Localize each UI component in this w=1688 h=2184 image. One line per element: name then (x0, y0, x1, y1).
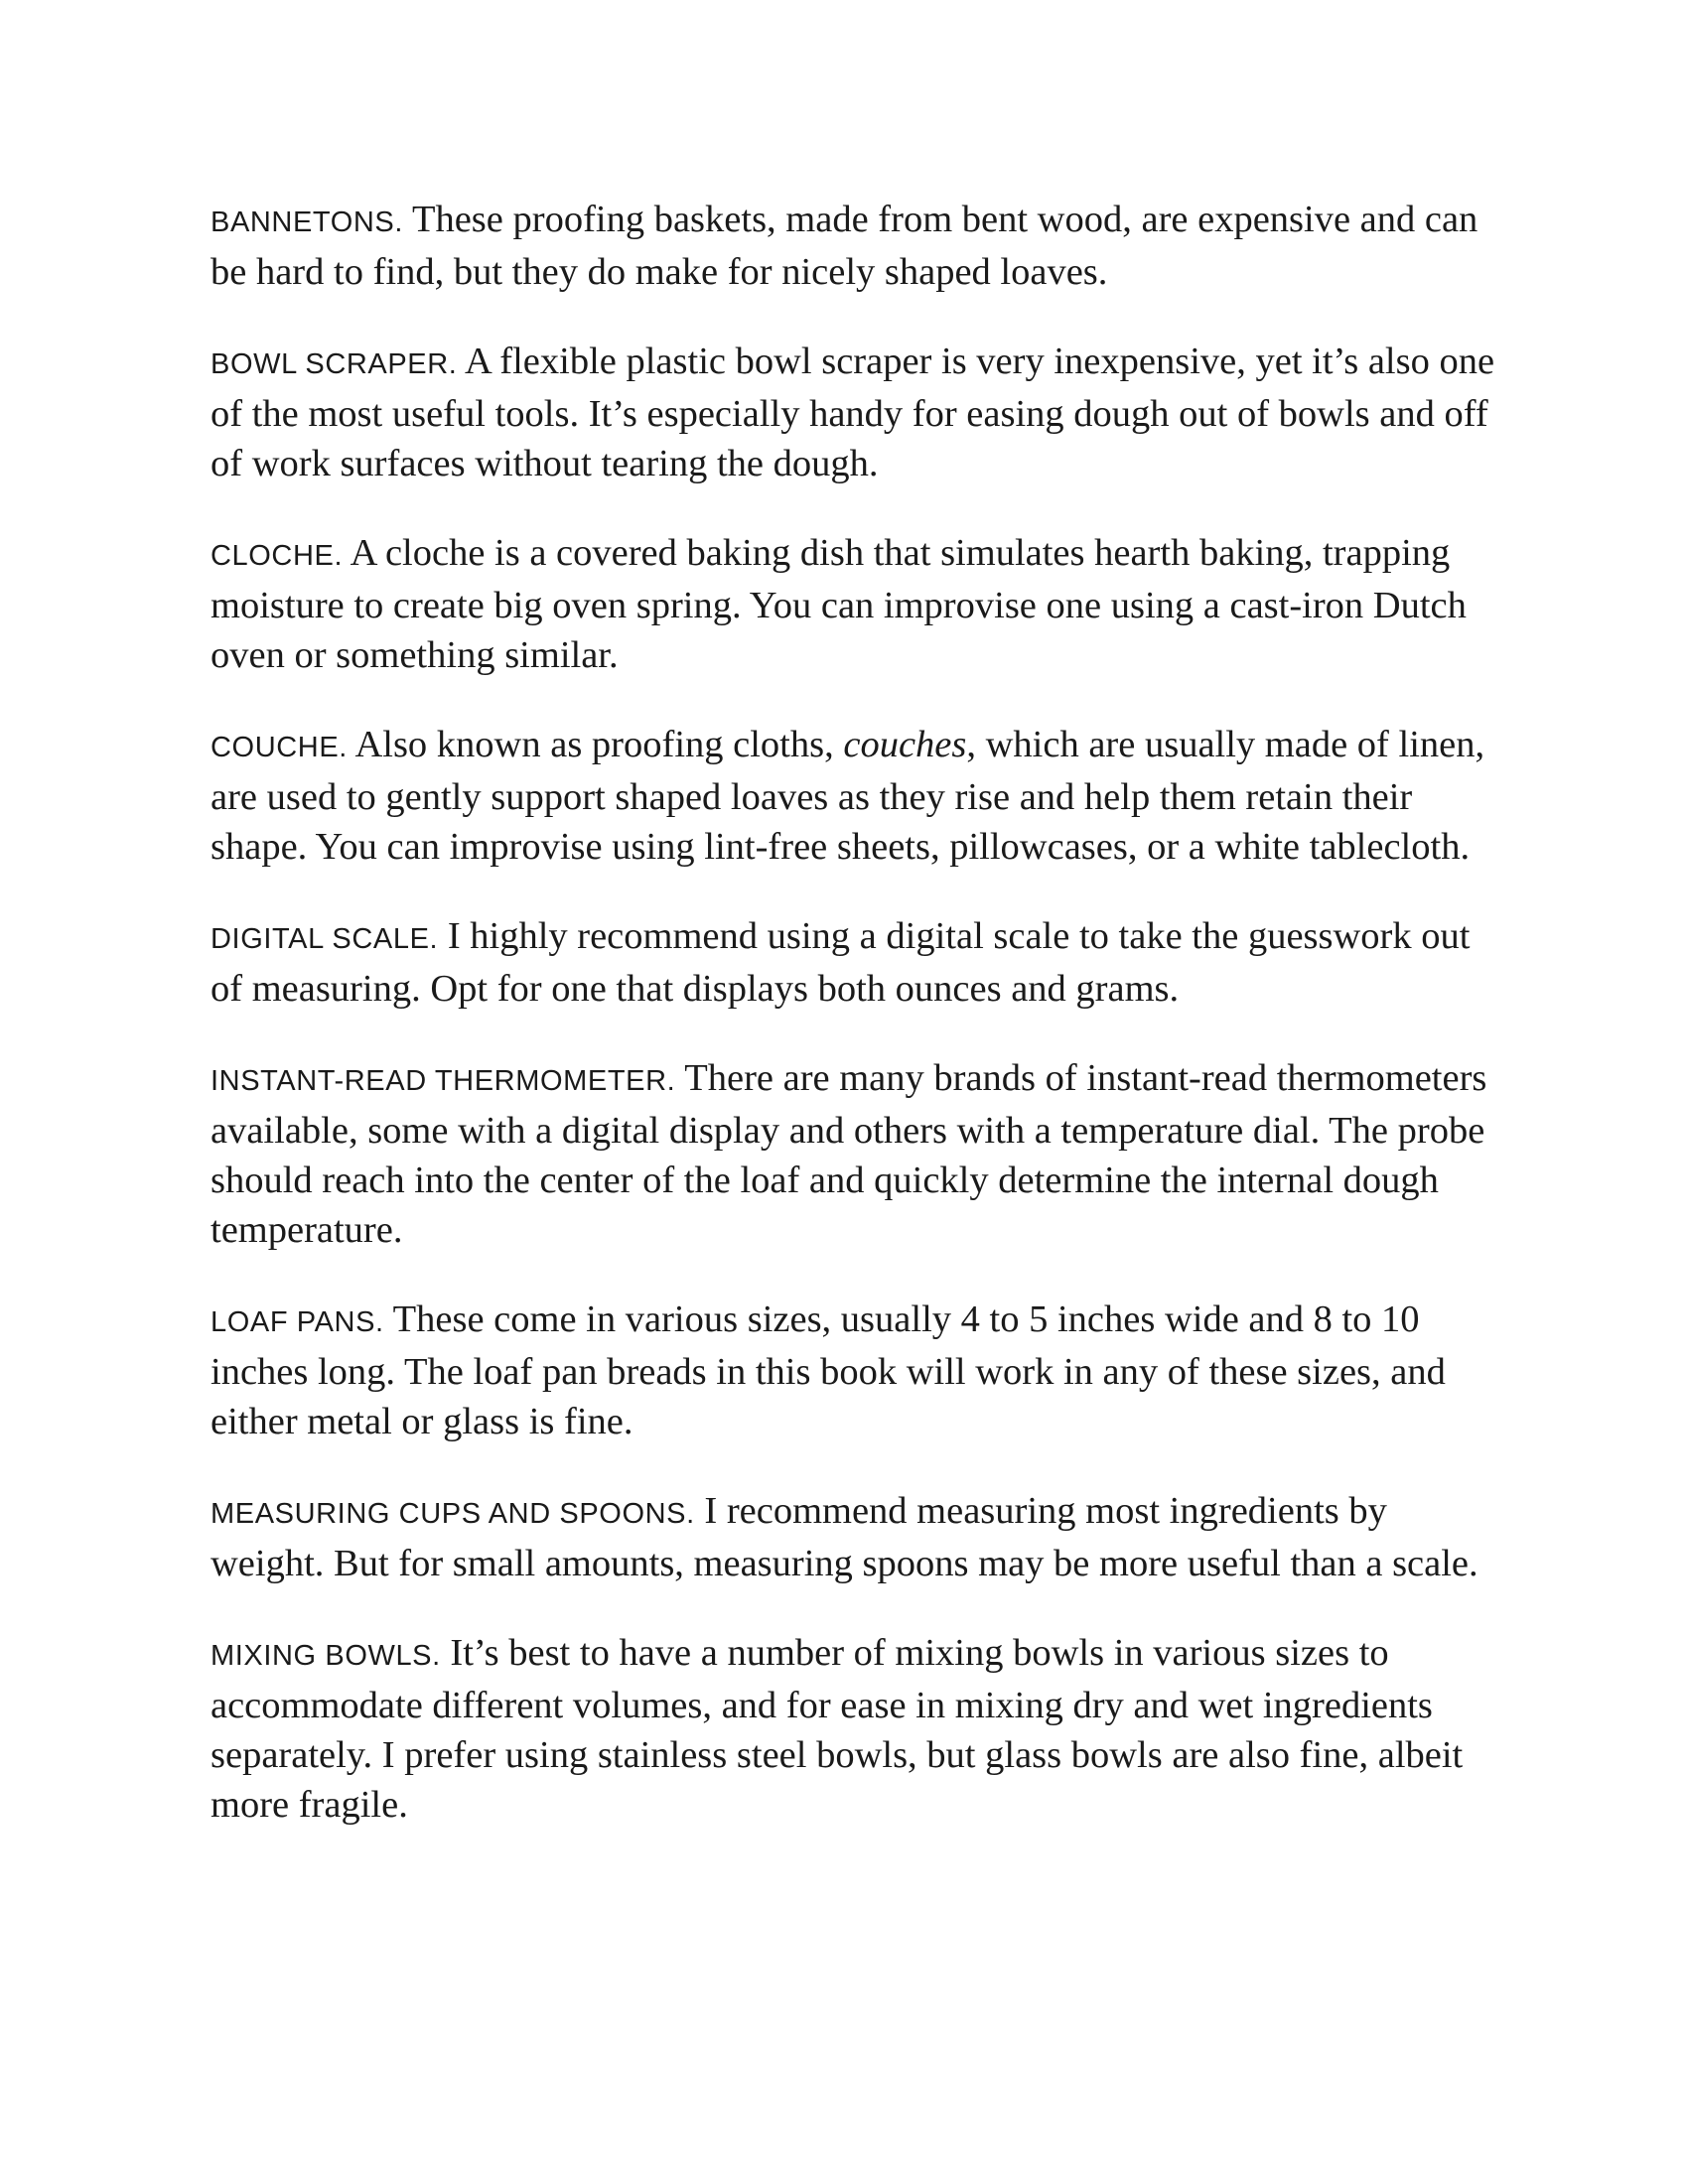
document-page (211, 195, 1501, 1869)
glossary-entry-instant-read-thermometer (211, 1053, 1501, 1255)
entry-term: MIXING BOWLS. (211, 1640, 441, 1672)
entry-term: BANNETONS. (211, 206, 404, 238)
entry-term: BOWL SCRAPER. (211, 348, 458, 380)
entry-description-end: , which are usually made of linen, are used to gently support shaped loaves as they rise and help them retain their shape. You can improvise using lint-free sheets, pillowcases, or a white tablecloth. (211, 724, 1485, 868)
entry-term: MEASURING CUPS AND SPOONS. (211, 1498, 695, 1530)
entry-description: These proofing baskets, made from bent wood, are expensive and can be hard to find, but they do make for nicely shaped loaves. (211, 199, 1478, 293)
glossary-entry-digital-scale (211, 911, 1501, 1014)
entry-term: CLOCHE. (211, 540, 344, 572)
glossary-entry-bannetons (211, 195, 1501, 297)
glossary-entry-mixing-bowls (211, 1628, 1501, 1830)
glossary-entry-cloche (211, 528, 1501, 680)
entry-description: There are many brands of instant-read thermometers available, some with a digital display and others with a temperature dial. The probe should reach into the center of the loaf and quickly determine the internal dough temperature. (211, 1057, 1487, 1251)
entry-term: LOAF PANS. (211, 1306, 384, 1338)
entry-term: INSTANT-READ THERMOMETER. (211, 1065, 676, 1097)
entry-description: I recommend measuring most ingredients by weight. But for small amounts, measuring spoons may be more useful than a scale. (211, 1490, 1478, 1584)
glossary-entry-loaf-pans (211, 1295, 1501, 1446)
entry-description: It’s best to have a number of mixing bowls in various sizes to accommodate different volumes, and for ease in mixing dry and wet ingredients separately. I prefer using stainless steel bowls, but glass bowls are also fine, albeit more fragile. (211, 1632, 1464, 1826)
glossary-entry-measuring-cups-and-spoons (211, 1486, 1501, 1588)
entry-term: COUCHE. (211, 732, 348, 763)
entry-description: A flexible plastic bowl scraper is very inexpensive, yet it’s also one of the most useful tools. It’s especially handy for easing dough out of bowls and off of work surfaces without tearing the dough. (211, 341, 1495, 484)
glossary-entry-couche (211, 720, 1501, 872)
entry-description-italic: couches (843, 724, 967, 765)
entry-description: These come in various sizes, usually 4 to 5 inches wide and 8 to 10 inches long. The loaf pan breads in this book will work in any of these sizes, and either metal or glass is fine. (211, 1298, 1446, 1442)
glossary-entry-bowl-scraper (211, 337, 1501, 488)
entry-description: I highly recommend using a digital scale to take the guesswork out of measuring. Opt for one that displays both ounces and grams. (211, 915, 1471, 1010)
entry-description: A cloche is a covered baking dish that simulates hearth baking, trapping moisture to create big oven spring. You can improvise one using a cast-iron Dutch oven or something similar. (211, 532, 1467, 676)
entry-term: DIGITAL SCALE. (211, 923, 439, 955)
entry-description-start: Also known as proofing cloths, (354, 724, 834, 765)
